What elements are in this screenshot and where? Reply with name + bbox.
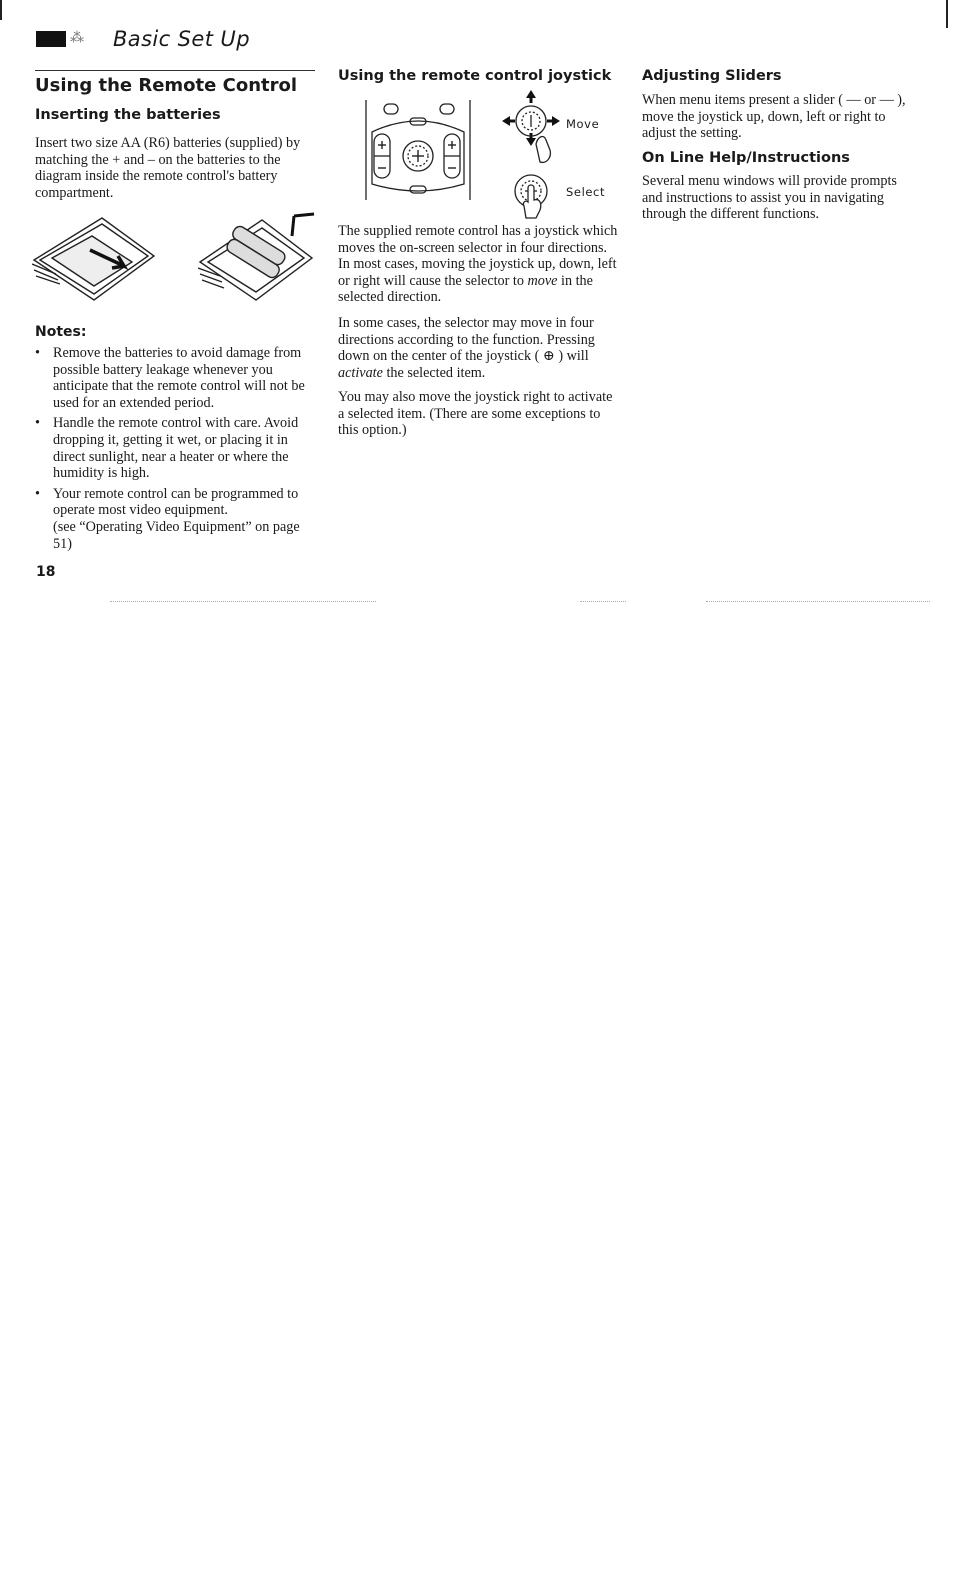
notes-list xyxy=(35,345,317,556)
note-item: • Remove the batteries to avoid damage from possible battery leakage whenever you anticipate that the remote control will not be used for an extended period. xyxy=(35,345,305,411)
remote-battery-open-icon xyxy=(32,212,158,304)
joystick-select-icon xyxy=(512,172,552,220)
page-number: 18 xyxy=(36,564,56,580)
sliders-heading: Adjusting Sliders xyxy=(642,68,782,84)
joystick-center-symbol: ⊕ xyxy=(542,348,555,365)
remote-control-face-icon xyxy=(364,98,474,202)
note-text: Remove the batteries to avoid damage from possible battery leakage whenever you anticipate that the remote control will not be used for an extended period. xyxy=(53,345,305,411)
joystick-paragraph-2: In some cases, the selector may move in four directions according to the function. Pressing down on the center of the joystick ( ⊕ ) will activate the selected item. xyxy=(338,315,595,381)
remote-battery-insert-icon xyxy=(198,212,316,304)
help-heading: On Line Help/Instructions xyxy=(642,150,850,166)
page-edge-left xyxy=(0,0,2,20)
scan-dots xyxy=(706,601,930,602)
sliders-text: When menu items present a slider ( — or — ), move the joystick up, down, left or right to adjust the setting. xyxy=(642,92,906,142)
page-edge-right xyxy=(946,0,948,28)
scan-dots xyxy=(580,601,626,602)
note-item: • Handle the remote control with care. Avoid dropping it, getting it wet, or placing it in direct sunlight, near a heater or where the humidity is high. xyxy=(35,415,299,482)
joystick-move-icon xyxy=(500,88,562,168)
section-marker-glyph: ⁂ xyxy=(70,31,84,46)
joystick-paragraph-3: You may also move the joystick right to activate a selected item. (There are some exceptions to this option.) xyxy=(338,389,613,439)
note-text: Your remote control can be programmed to operate most video equipment. xyxy=(53,485,299,519)
joystick-heading: Using the remote control joystick xyxy=(338,68,612,84)
batteries-intro: Insert two size AA (R6) batteries (supplied) by matching the + and – on the batteries to the diagram inside the remote control's battery compartment. xyxy=(35,135,301,201)
select-label: Select xyxy=(566,185,606,199)
note-item: • Your remote control can be programmed to operate most video equipment. (see “Operating Video Equipment” on page 51) xyxy=(35,485,300,552)
help-text: Several menu windows will provide prompts and instructions to assist you in navigating through the different functions. xyxy=(642,173,897,223)
main-heading: Using the Remote Control xyxy=(35,75,298,96)
scan-dots xyxy=(110,601,376,602)
notes-heading: Notes: xyxy=(35,324,87,340)
batteries-subheading: Inserting the batteries xyxy=(35,107,221,123)
joystick-paragraph-1: The supplied remote control has a joystick which moves the on-screen selector in four directions. In most cases, moving the joystick up, down, left or right will cause the selector to move in the selected direction. xyxy=(338,223,618,306)
note-text: Handle the remote control with care. Avoid dropping it, getting it wet, or placing it in direct sunlight, near a heater or where the humidity is high. xyxy=(53,415,299,482)
section-marker xyxy=(36,31,66,47)
move-label: Move xyxy=(566,117,600,131)
note-page-reference: (see “Operating Video Equipment” on page 51) xyxy=(53,518,300,552)
section-title: Basic Set Up xyxy=(113,27,250,51)
heading-rule xyxy=(35,70,315,71)
